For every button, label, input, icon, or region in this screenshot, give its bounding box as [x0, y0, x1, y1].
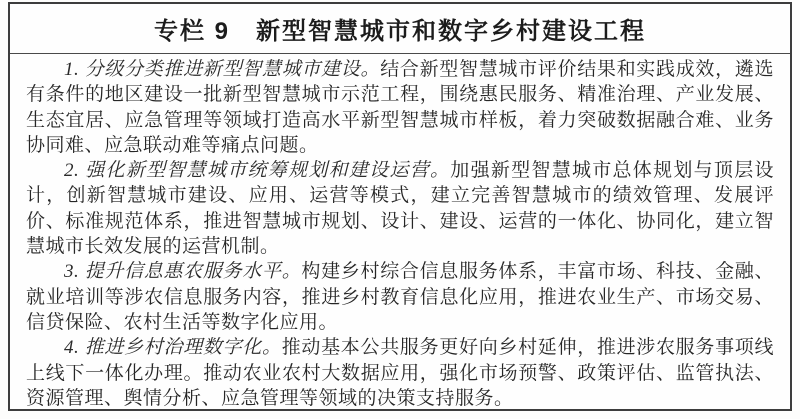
paragraph-1-lead-text: 分级分类推进新型智慧城市建设。: [84, 59, 381, 80]
paragraph-1-number: 1.: [64, 59, 80, 80]
paragraph-1: [26, 57, 774, 158]
paragraph-4-text: 推动基本公共服务更好向乡村延伸，推进涉农服务事项线上线下一体化办理。推动农业农村大数据应用，强化市场预警、政策评估、监管执法、资源管理、舆情分析、应急管理等领域的决策支持服务。: [26, 337, 774, 409]
column-title: 专栏 9 新型智慧城市和数字乡村建设工程: [10, 4, 790, 54]
paragraph-3-number: 3.: [64, 261, 80, 283]
column-body: [10, 54, 790, 411]
paragraph-4-lead-text: 推进乡村治理数字化。: [84, 337, 282, 359]
paragraph-4: [26, 335, 774, 411]
paragraph-4-number: 4.: [64, 337, 80, 359]
paragraph-2-lead: [64, 160, 450, 181]
column-box: [8, 2, 792, 411]
paragraph-2-number: 2.: [64, 160, 80, 182]
paragraph-1-lead: [64, 59, 380, 80]
paragraph-2-lead-text: 强化新型智慧城市统筹规划和建设运营。: [85, 160, 451, 182]
paragraph-1-text: 结合新型智慧城市评价结果和实践成效，遴选有条件的地区建设一批新型智慧城市示范工程，围绕惠民服务、精准治理、产业发展、生态宜居、应急管理等领域打造高水平新型智慧城市样板，着力突破数据融合难、业务协同难、应急联动难等痛点问题。: [26, 59, 774, 156]
paragraph-3-text: 构建乡村综合信息服务体系，丰富市场、科技、金融、就业培训等涉农信息服务内容，推进乡村教育信息化应用，推进农业生产、市场交易、信贷保险、农村生活等数字化应用。: [26, 261, 774, 333]
paragraph-3-lead: [64, 261, 301, 282]
paragraph-4-lead: [64, 337, 282, 358]
paragraph-2-text: 加强新型智慧城市总体规划与顶层设计，创新智慧城市建设、应用、运营等模式，建立完善智慧城市的绩效管理、发展评价、标准规范体系，推进智慧城市规划、设计、建设、运营的一体化、协同化，建立智慧城市长效发展的运营机制。: [26, 160, 774, 258]
paragraph-3: [26, 259, 774, 335]
paragraph-3-lead-text: 提升信息惠农服务水平。: [84, 261, 302, 283]
paragraph-2: [26, 158, 774, 259]
